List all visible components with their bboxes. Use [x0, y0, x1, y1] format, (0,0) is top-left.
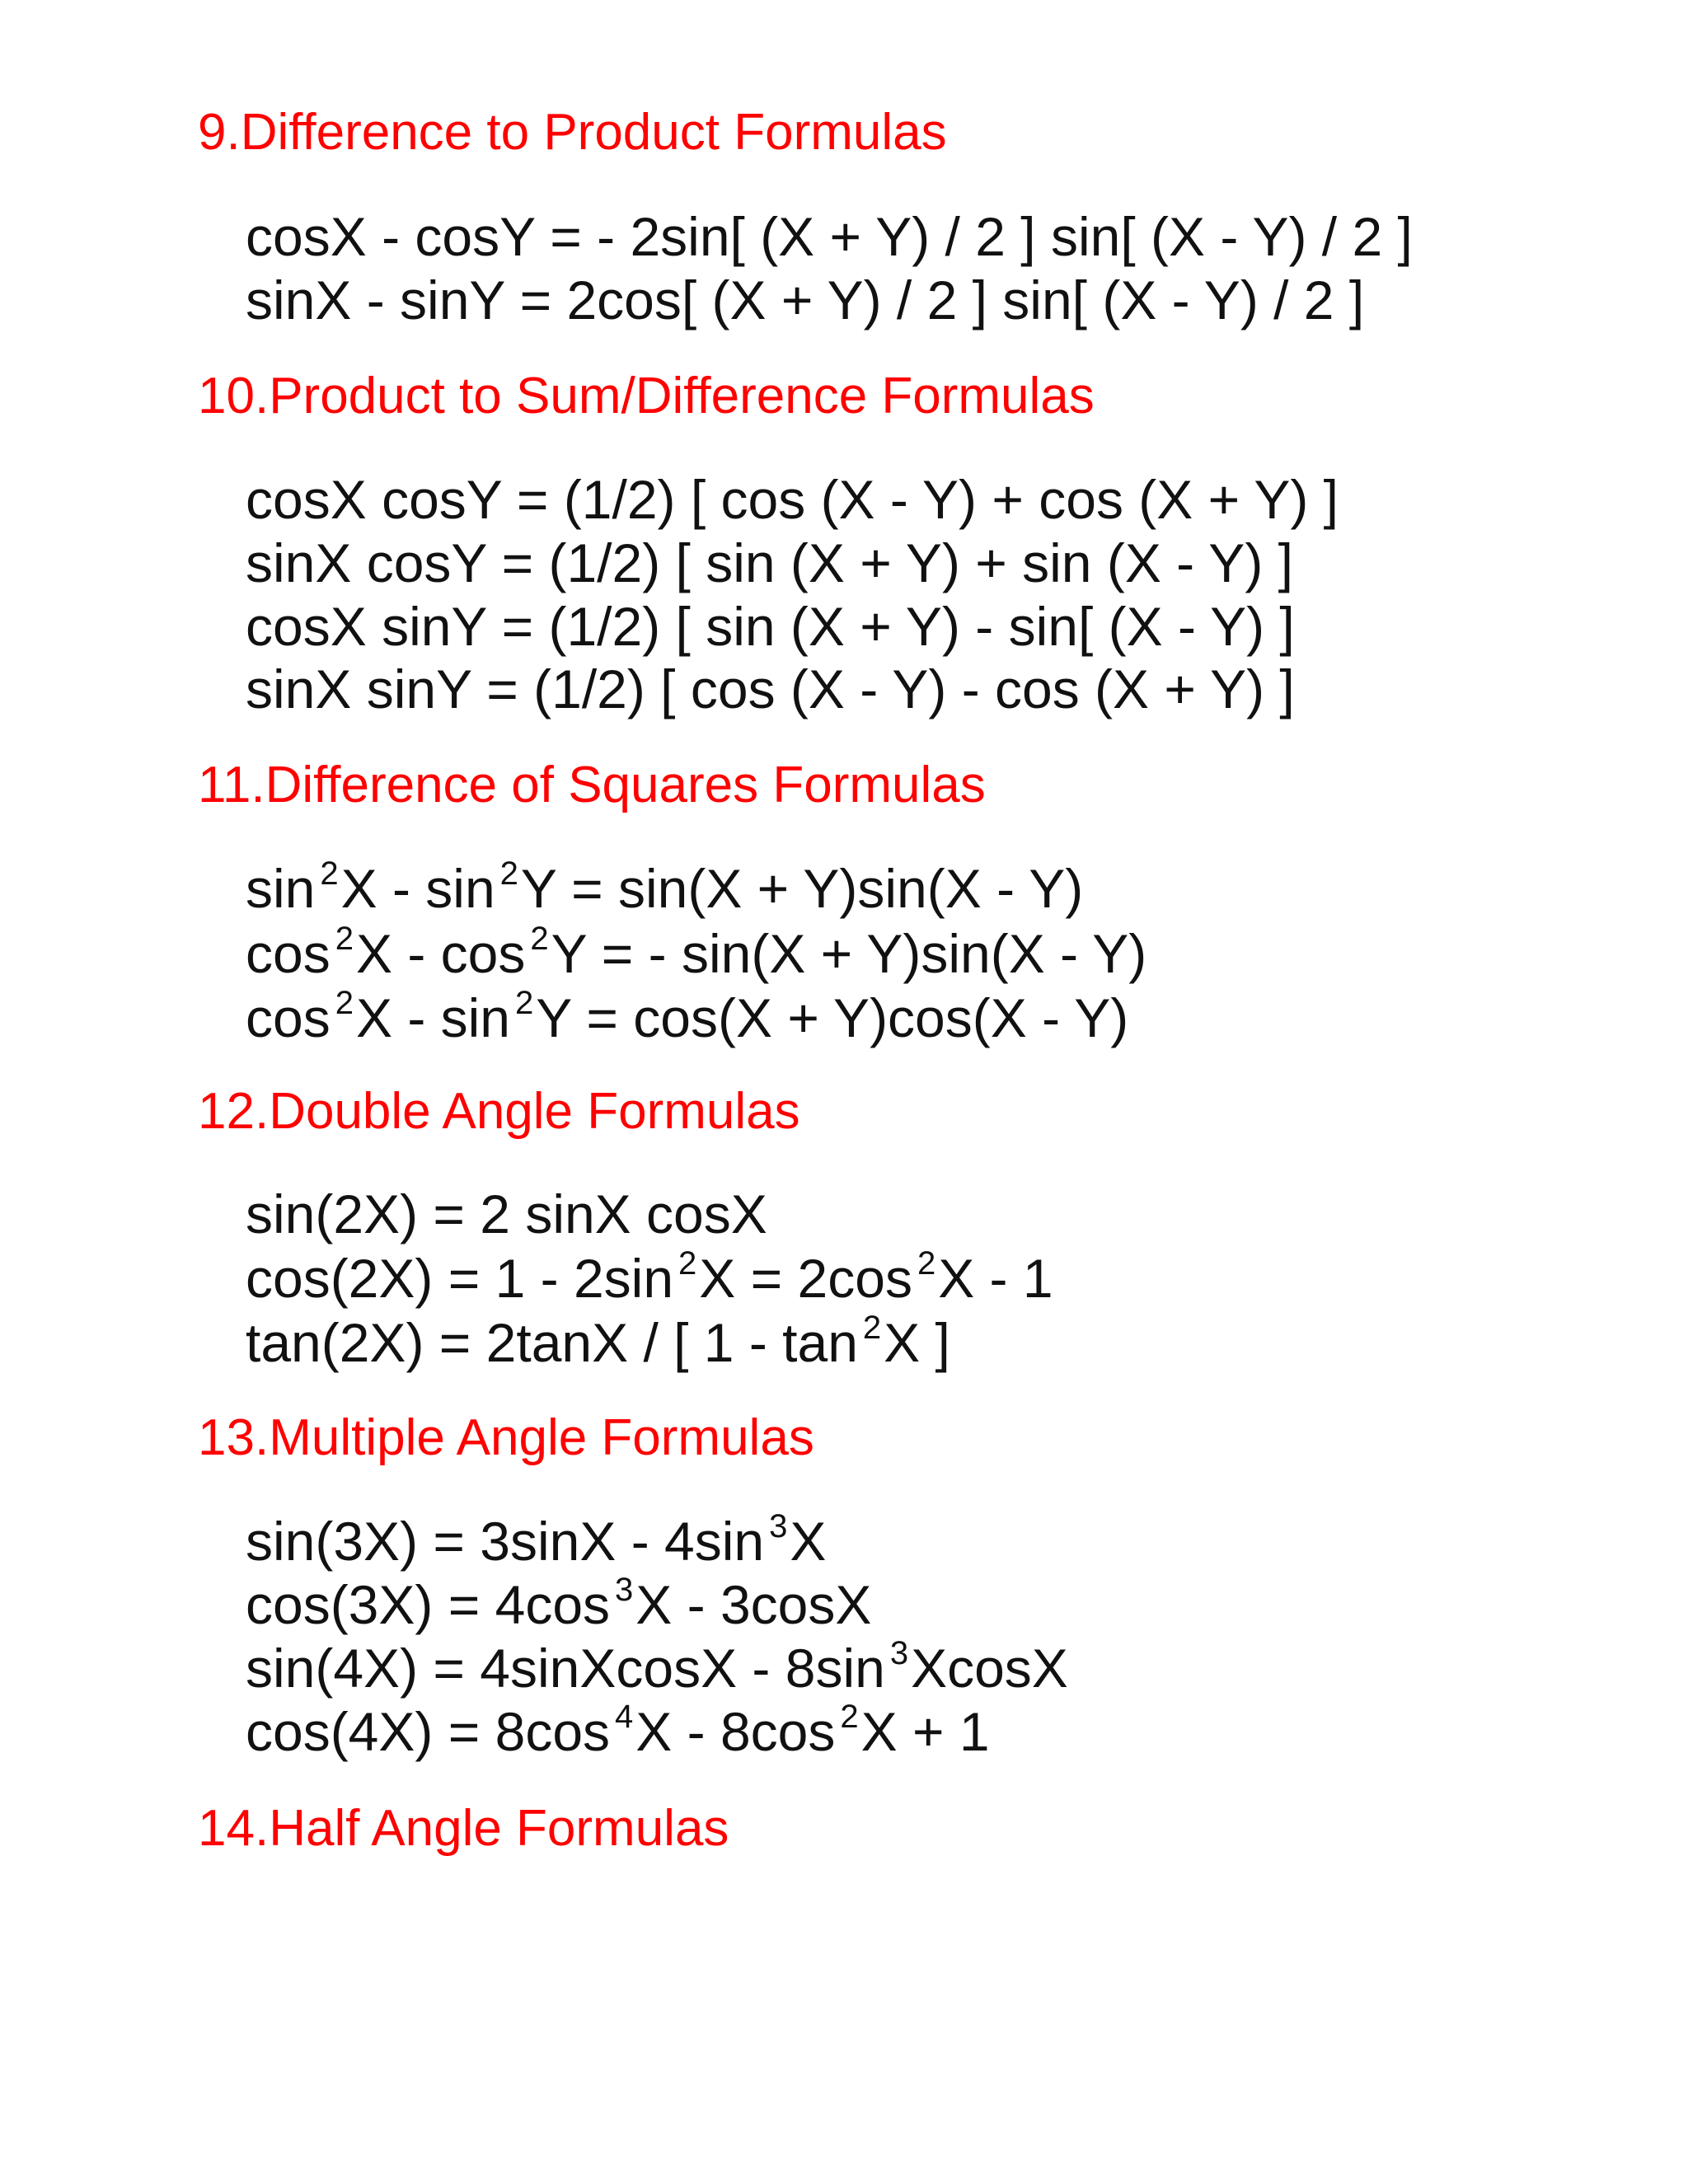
formula-line: sin(2X) = 2 sinX cosX — [246, 1183, 767, 1244]
exponent: 3 — [615, 1572, 634, 1608]
section-heading-9: 9.Difference to Product Formulas — [198, 104, 947, 161]
section-heading-10: 10.Product to Sum/Difference Formulas — [198, 368, 1095, 424]
exponent: 2 — [917, 1245, 936, 1282]
formula-line: cosX - cosY = - 2sin[ (X + Y) / 2 ] sin[ (X - Y) / 2 ] — [246, 206, 1413, 267]
exponent: 3 — [889, 1635, 909, 1671]
exponent: 2 — [320, 855, 339, 892]
formula-line: cos(3X) = 4cos $^3$X - 3cosX — [246, 1572, 872, 1635]
formula-line: sinX - sinY = 2cos[ (X + Y) / 2 ] sin[ (X - Y) / 2 ] — [246, 269, 1365, 330]
formula-line: tan(2X) = 2tanX / [ 1 - tan $^2$X ] — [246, 1310, 950, 1373]
formula-line: sin(3X) = 3sinX - 4sin $^3$X — [246, 1508, 827, 1572]
exponent: 2 — [678, 1245, 697, 1282]
exponent: 2 — [499, 855, 518, 892]
formula-line: cos(4X) = 8cos $^4$X - 8cos $^2$X + 1 — [246, 1699, 990, 1762]
formula-line: cos(2X) = 1 - 2sin $^2$X = 2cos $^2$X - 1 — [246, 1245, 1053, 1309]
formula-line: sin $^2$X - sin $^2$Y = sin(X + Y)sin(X - Y) — [246, 855, 1084, 919]
section-heading-14: 14.Half Angle Formulas — [198, 1800, 729, 1857]
formula-line: cos $^2$X - sin $^2$Y = cos(X + Y)cos(X - Y) — [246, 985, 1129, 1048]
exponent: 2 — [335, 985, 354, 1021]
exponent: 2 — [862, 1310, 882, 1346]
section-heading-11: 11.Difference of Squares Formulas — [198, 757, 986, 813]
exponent: 2 — [515, 985, 534, 1021]
exponent: 3 — [769, 1508, 788, 1544]
exponent: 2 — [530, 921, 549, 957]
formula-line: cosX sinY = (1/2) [ sin (X + Y) - sin[ (X - Y) ] — [246, 596, 1295, 657]
formula-line: sinX cosY = (1/2) [ sin (X + Y) + sin (X - Y) ] — [246, 532, 1293, 593]
section-heading-13: 13.Multiple Angle Formulas — [198, 1409, 814, 1466]
formula-line: cos $^2$X - cos $^2$Y = - sin(X + Y)sin(X - Y) — [246, 921, 1147, 984]
formula-line: sin(4X) = 4sinXcosX - 8sin $^3$XcosX — [246, 1635, 1068, 1699]
formula-line: cosX cosY = (1/2) [ cos (X - Y) + cos (X + Y) ] — [246, 469, 1339, 530]
exponent: 4 — [615, 1699, 634, 1735]
exponent: 2 — [335, 921, 354, 957]
section-heading-12: 12.Double Angle Formulas — [198, 1083, 800, 1140]
formula-line: sinX sinY = (1/2) [ cos (X - Y) - cos (X + Y) ] — [246, 658, 1295, 719]
exponent: 2 — [840, 1699, 859, 1735]
